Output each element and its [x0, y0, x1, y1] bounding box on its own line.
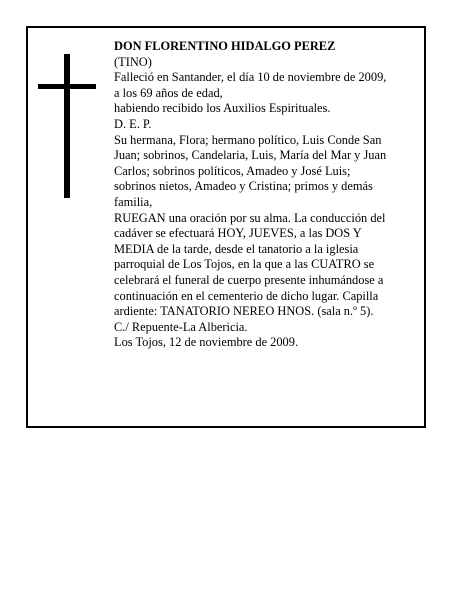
obituary-text — [114, 39, 418, 351]
cross-vertical-bar — [64, 54, 70, 198]
notice-line: D. E. P. — [114, 116, 152, 131]
notice-line: sobrinos nietos, Amadeo y Cristina; primos y demás — [114, 179, 373, 194]
notice-line: cadáver se efectuará HOY, JUEVES, a las DOS Y — [114, 226, 362, 241]
notice-line: ardiente: TANATORIO NEREO HNOS. (sala n.º 5). — [114, 304, 374, 319]
notice-line: MEDIA de la tarde, desde el tanatorio a la iglesia — [114, 241, 359, 256]
notice-line: Su hermana, Flora; hermano político, Luis Conde San — [114, 132, 382, 147]
notice-line: Juan; sobrinos, Candelaria, Luis, María del Mar y Juan — [114, 148, 387, 163]
cross-horizontal-bar — [38, 84, 96, 89]
notice-line: Falleció en Santander, el día 10 de noviembre de 2009, — [114, 70, 387, 85]
deceased-nickname: (TINO) — [114, 54, 152, 69]
notice-line: celebrará el funeral de cuerpo presente inhumándose a — [114, 272, 384, 287]
notice-line: familia, — [114, 194, 153, 209]
cross-icon — [38, 54, 96, 198]
notice-line: continuación en el cementerio de dicho lugar. Capilla — [114, 288, 379, 303]
notice-line: Los Tojos, 12 de noviembre de 2009. — [114, 335, 299, 350]
notice-line: a los 69 años de edad, — [114, 85, 223, 100]
notice-line: parroquial de Los Tojos, en la que a las CUATRO se — [114, 257, 375, 272]
notice-line: habiendo recibido los Auxilios Espirituales. — [114, 101, 331, 116]
notice-line: RUEGAN una oración por su alma. La conducción del — [114, 210, 386, 225]
deceased-name: DON FLORENTINO HIDALGO PEREZ — [114, 39, 336, 53]
notice-line: C./ Repuente-La Albericia. — [114, 319, 248, 334]
notice-line: Carlos; sobrinos políticos, Amadeo y José Luis; — [114, 163, 351, 178]
